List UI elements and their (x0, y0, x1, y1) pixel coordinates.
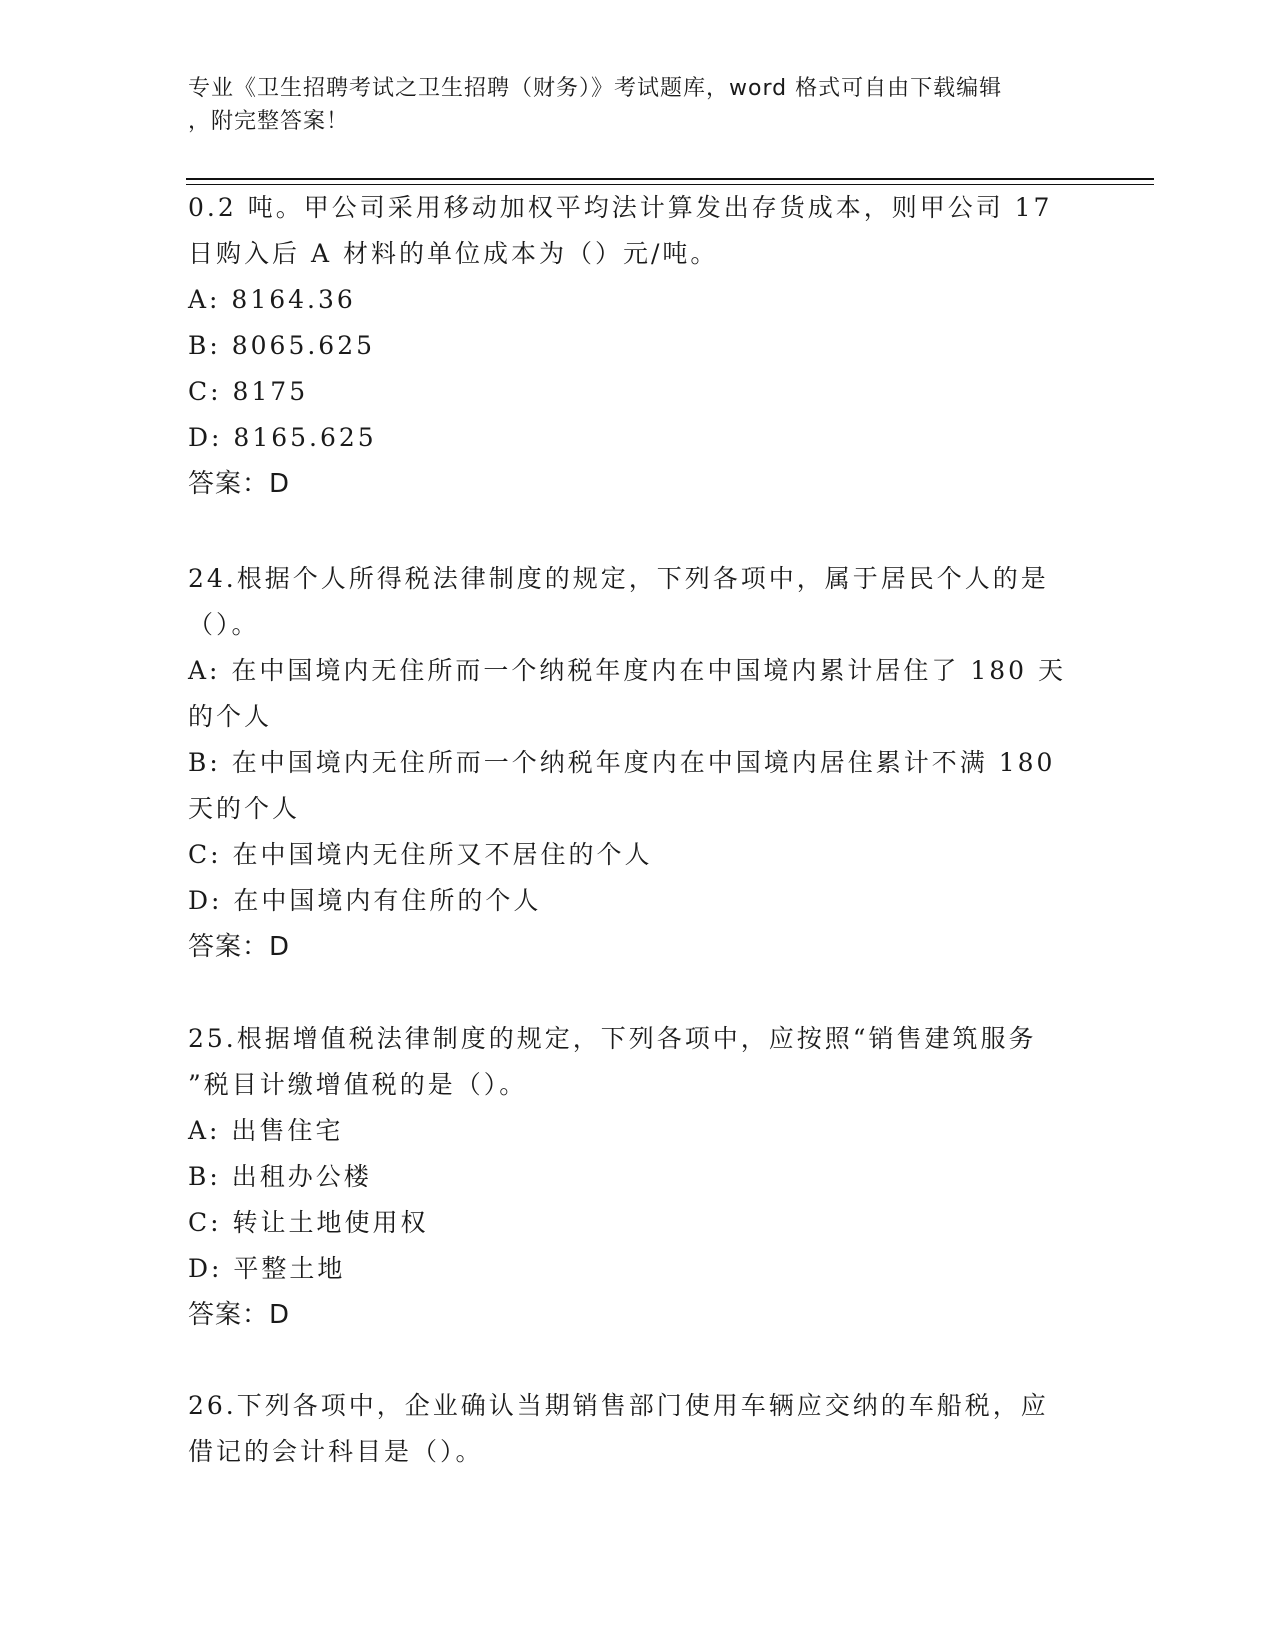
option-a: A: 在中国境内无住所而一个纳税年度内在中国境内累计居住了 180 天 (188, 656, 1067, 685)
question-stem: 日购入后 A 材料的单位成本为（）元/吨。 (188, 239, 719, 268)
question-24 (188, 556, 1088, 970)
question-stem: 25.根据增值税法律制度的规定，下列各项中，应按照“销售建筑服务 (188, 1024, 1037, 1053)
question-stem: ”税目计缴增值税的是（）。 (188, 1070, 528, 1099)
question-stem: 借记的会计科目是（）。 (188, 1437, 484, 1466)
question-stem: 0.2 吨。甲公司采用移动加权平均法计算发出存货成本，则甲公司 17 (188, 193, 1053, 222)
option-c: C: 转让土地使用权 (188, 1208, 429, 1237)
question-26 (188, 1383, 1088, 1475)
document-header (188, 72, 1088, 138)
option-c: C: 8175 (188, 377, 309, 406)
option-d: D: 8165.625 (188, 423, 377, 452)
question-23 (188, 185, 1088, 507)
question-stem: 26.下列各项中，企业确认当期销售部门使用车辆应交纳的车船税，应 (188, 1391, 1049, 1420)
answer: 答案：D (188, 1300, 291, 1330)
answer: 答案：D (188, 469, 291, 499)
option-b: B: 8065.625 (188, 331, 376, 360)
option-a: A: 出售住宅 (188, 1116, 344, 1145)
option-b: B: 在中国境内无住所而一个纳税年度内在中国境内居住累计不满 180 (188, 748, 1056, 777)
option-a: 的个人 (188, 702, 273, 731)
option-a: A: 8164.36 (188, 285, 356, 314)
answer: 答案：D (188, 932, 291, 962)
header-line-1: 专业《卫生招聘考试之卫生招聘（财务）》考试题库，word 格式可自由下载编辑 (188, 76, 1003, 101)
option-d: D: 平整土地 (188, 1254, 346, 1283)
option-b: B: 出租办公楼 (188, 1162, 372, 1191)
question-stem: 24.根据个人所得税法律制度的规定，下列各项中，属于居民个人的是 (188, 564, 1049, 593)
question-stem: （）。 (188, 610, 260, 639)
option-c: C: 在中国境内无住所又不居住的个人 (188, 840, 653, 869)
option-d: D: 在中国境内有住所的个人 (188, 886, 542, 915)
header-rule-thick (186, 178, 1154, 180)
option-b: 天的个人 (188, 794, 301, 823)
question-25 (188, 1016, 1088, 1338)
header-line-2: ，附完整答案！ (188, 109, 350, 134)
